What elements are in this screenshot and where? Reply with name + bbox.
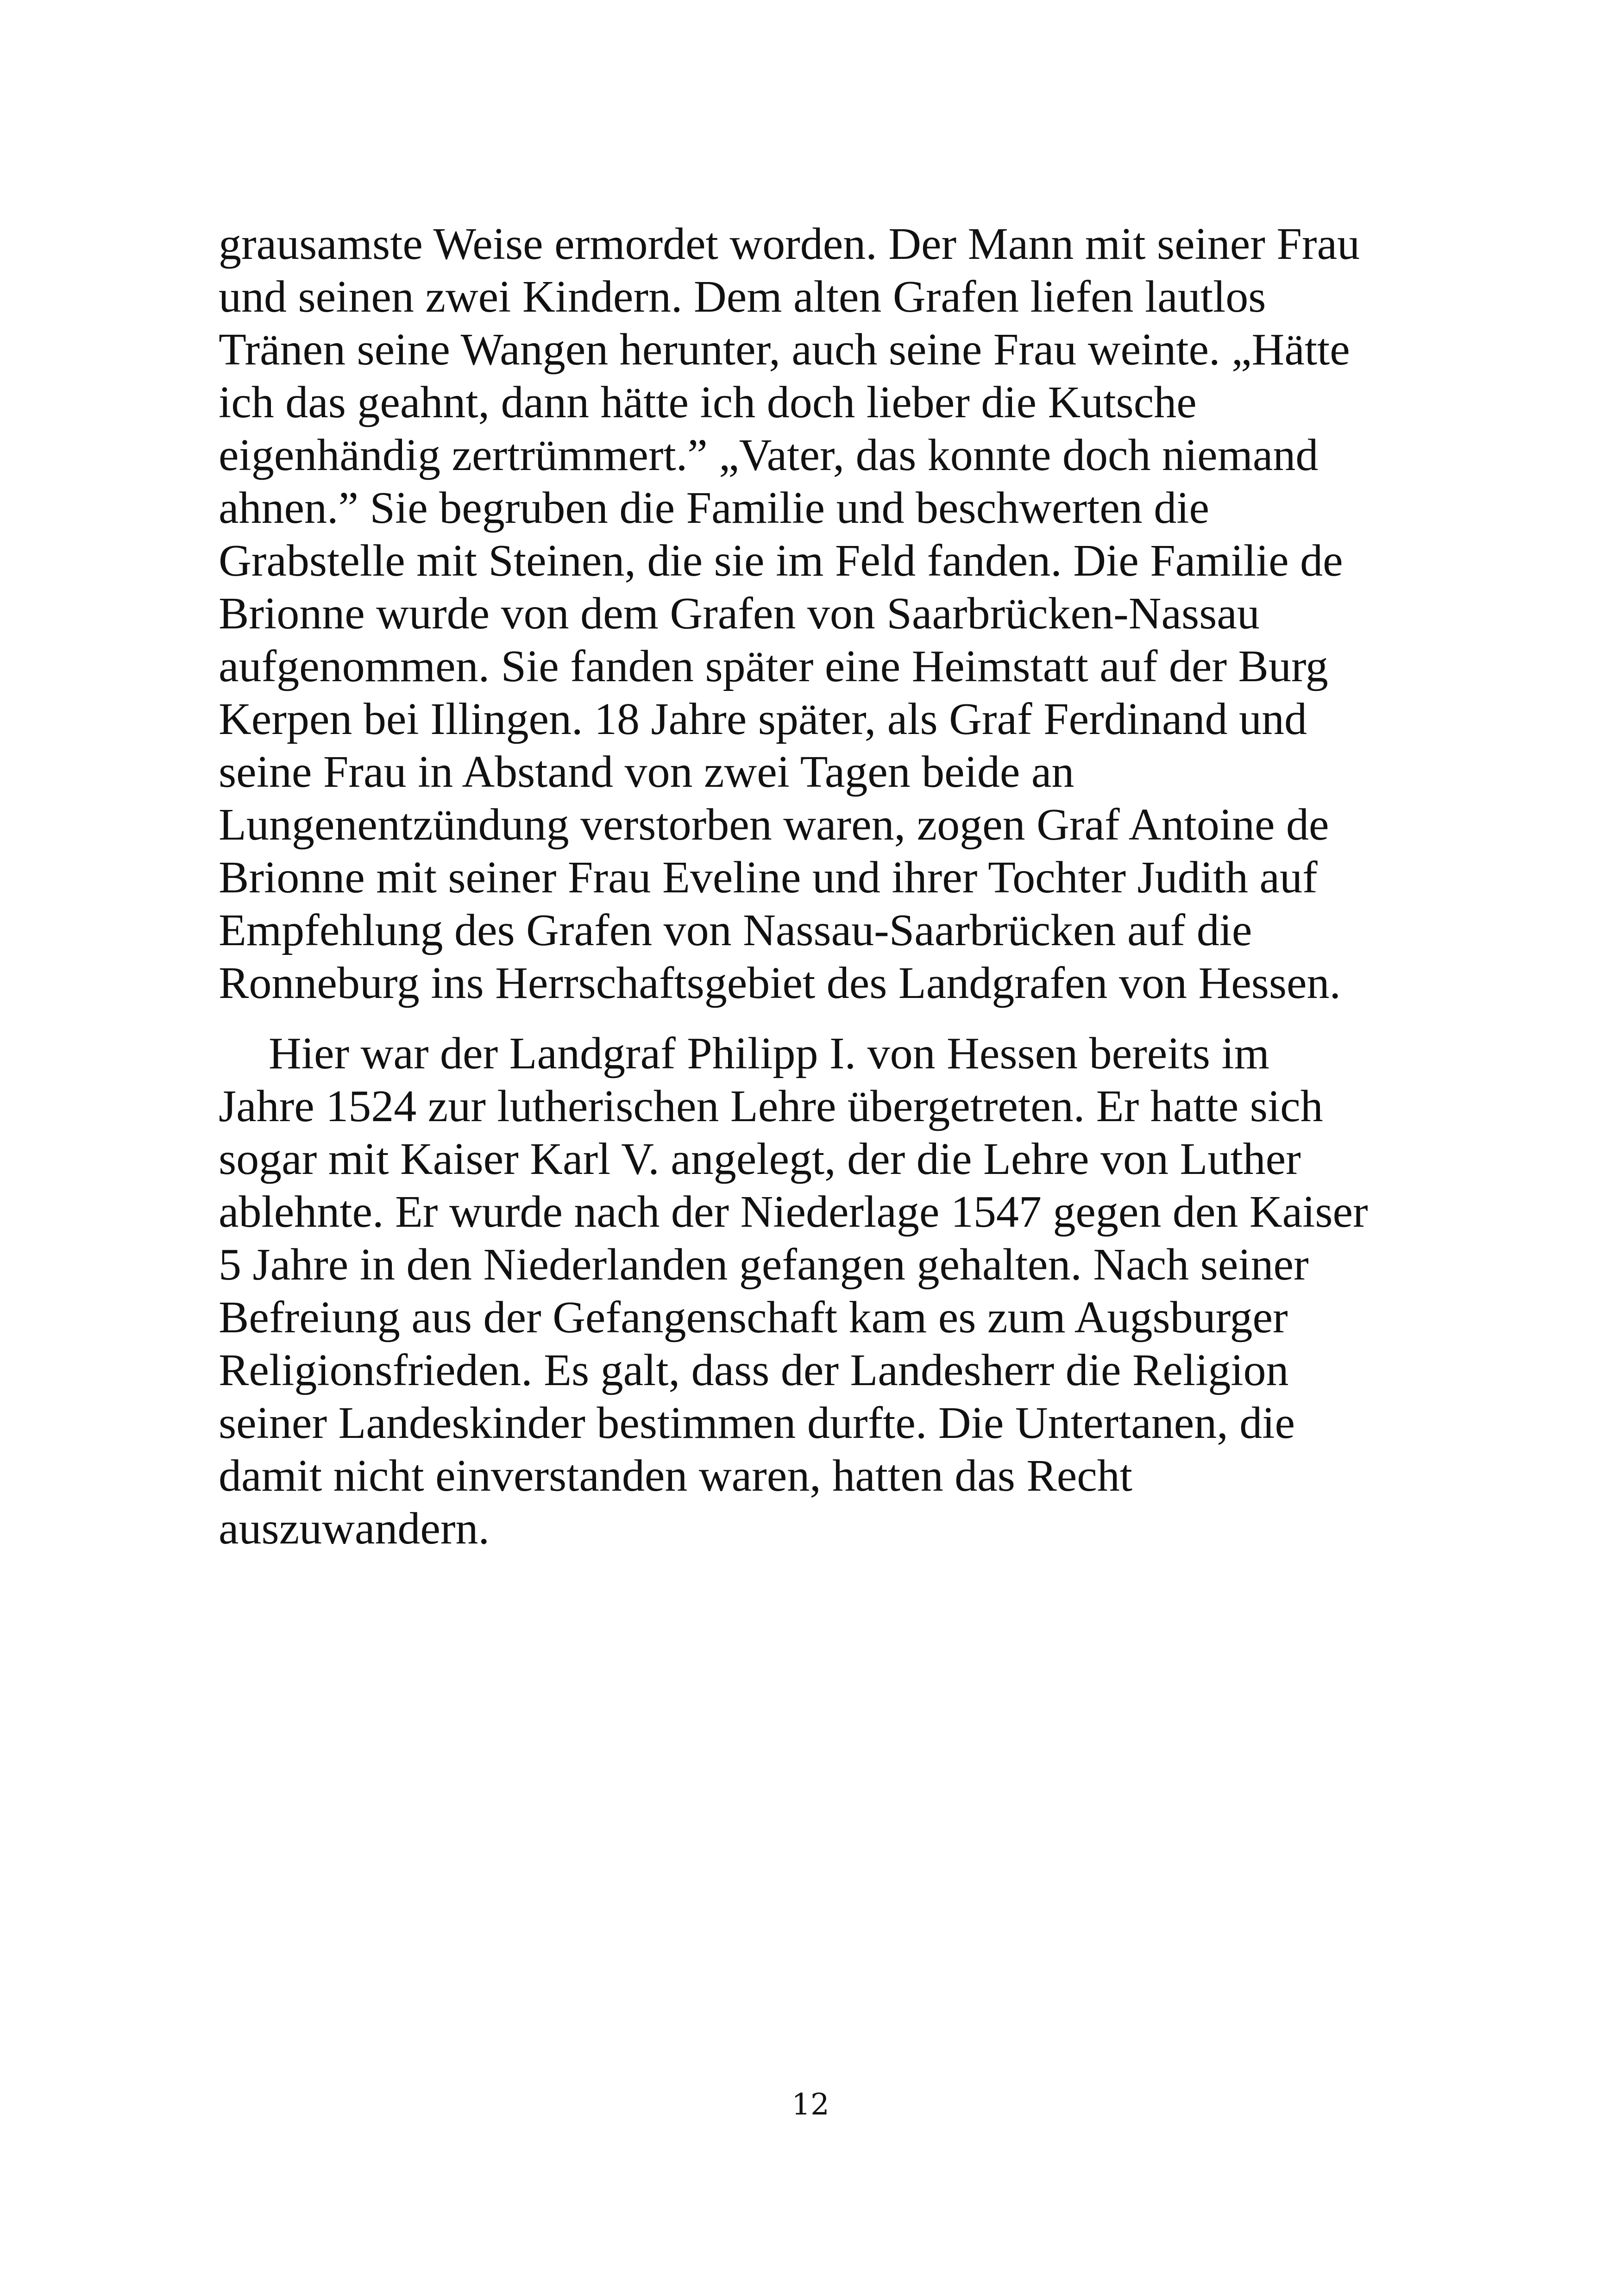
paragraph-2	[219, 1027, 1404, 1555]
paragraph-1	[219, 218, 1404, 1010]
text-line: Lungenentzündung verstorben waren, zogen Graf Antoine de	[219, 800, 1329, 850]
text-line: ahnen.” Sie begruben die Familie und beschwerten die	[219, 483, 1209, 533]
text-line: damit nicht einverstanden waren, hatten das Recht	[219, 1451, 1132, 1501]
text-line: Tränen seine Wangen herunter, auch seine Frau weinte. „Hätte	[219, 325, 1350, 375]
text-line: auszuwandern.	[219, 1504, 490, 1554]
text-line: seine Frau in Abstand von zwei Tagen beide an	[219, 747, 1074, 797]
text-line: Befreiung aus der Gefangenschaft kam es zum Augsburger	[219, 1292, 1288, 1342]
text-line: aufgenommen. Sie fanden später eine Heimstatt auf der Burg	[219, 641, 1328, 691]
text-line: Jahre 1524 zur lutherischen Lehre übergetreten. Er hatte sich	[219, 1081, 1323, 1131]
text-line: seiner Landeskinder bestimmen durfte. Die Untertanen, die	[219, 1398, 1295, 1448]
text-line: 5 Jahre in den Niederlanden gefangen gehalten. Nach seiner	[219, 1240, 1309, 1290]
text-line: Religionsfrieden. Es galt, dass der Landesherr die Religion	[219, 1345, 1289, 1395]
text-line: eigenhändig zertrümmert.” „Vater, das konnte doch niemand	[219, 430, 1319, 480]
text-line: Ronneburg ins Herrschaftsgebiet des Landgrafen von Hessen.	[219, 958, 1341, 1008]
text-line: Brionne mit seiner Frau Eveline und ihrer Tochter Judith auf	[219, 853, 1318, 903]
text-line: und seinen zwei Kindern. Dem alten Grafen liefen lautlos	[219, 272, 1266, 322]
text-line: Grabstelle mit Steinen, die sie im Feld fanden. Die Familie de	[219, 536, 1343, 586]
text-line: Empfehlung des Grafen von Nassau-Saarbrücken auf die	[219, 905, 1252, 955]
text-line: Kerpen bei Illingen. 18 Jahre später, als Graf Ferdinand und	[219, 694, 1307, 744]
text-line: Brionne wurde von dem Grafen von Saarbrücken-Nassau	[219, 589, 1260, 639]
text-line: Hier war der Landgraf Philipp I. von Hessen bereits im	[269, 1029, 1269, 1079]
text-line: ich das geahnt, dann hätte ich doch lieber die Kutsche	[219, 377, 1197, 427]
page-number: 12	[792, 2088, 829, 2122]
text-line: grausamste Weise ermordet worden. Der Mann mit seiner Frau	[219, 219, 1360, 269]
text-line: sogar mit Kaiser Karl V. angelegt, der die Lehre von Luther	[219, 1134, 1301, 1184]
body-text	[219, 218, 1404, 1555]
text-line: ablehnte. Er wurde nach der Niederlage 1547 gegen den Kaiser	[219, 1187, 1368, 1237]
